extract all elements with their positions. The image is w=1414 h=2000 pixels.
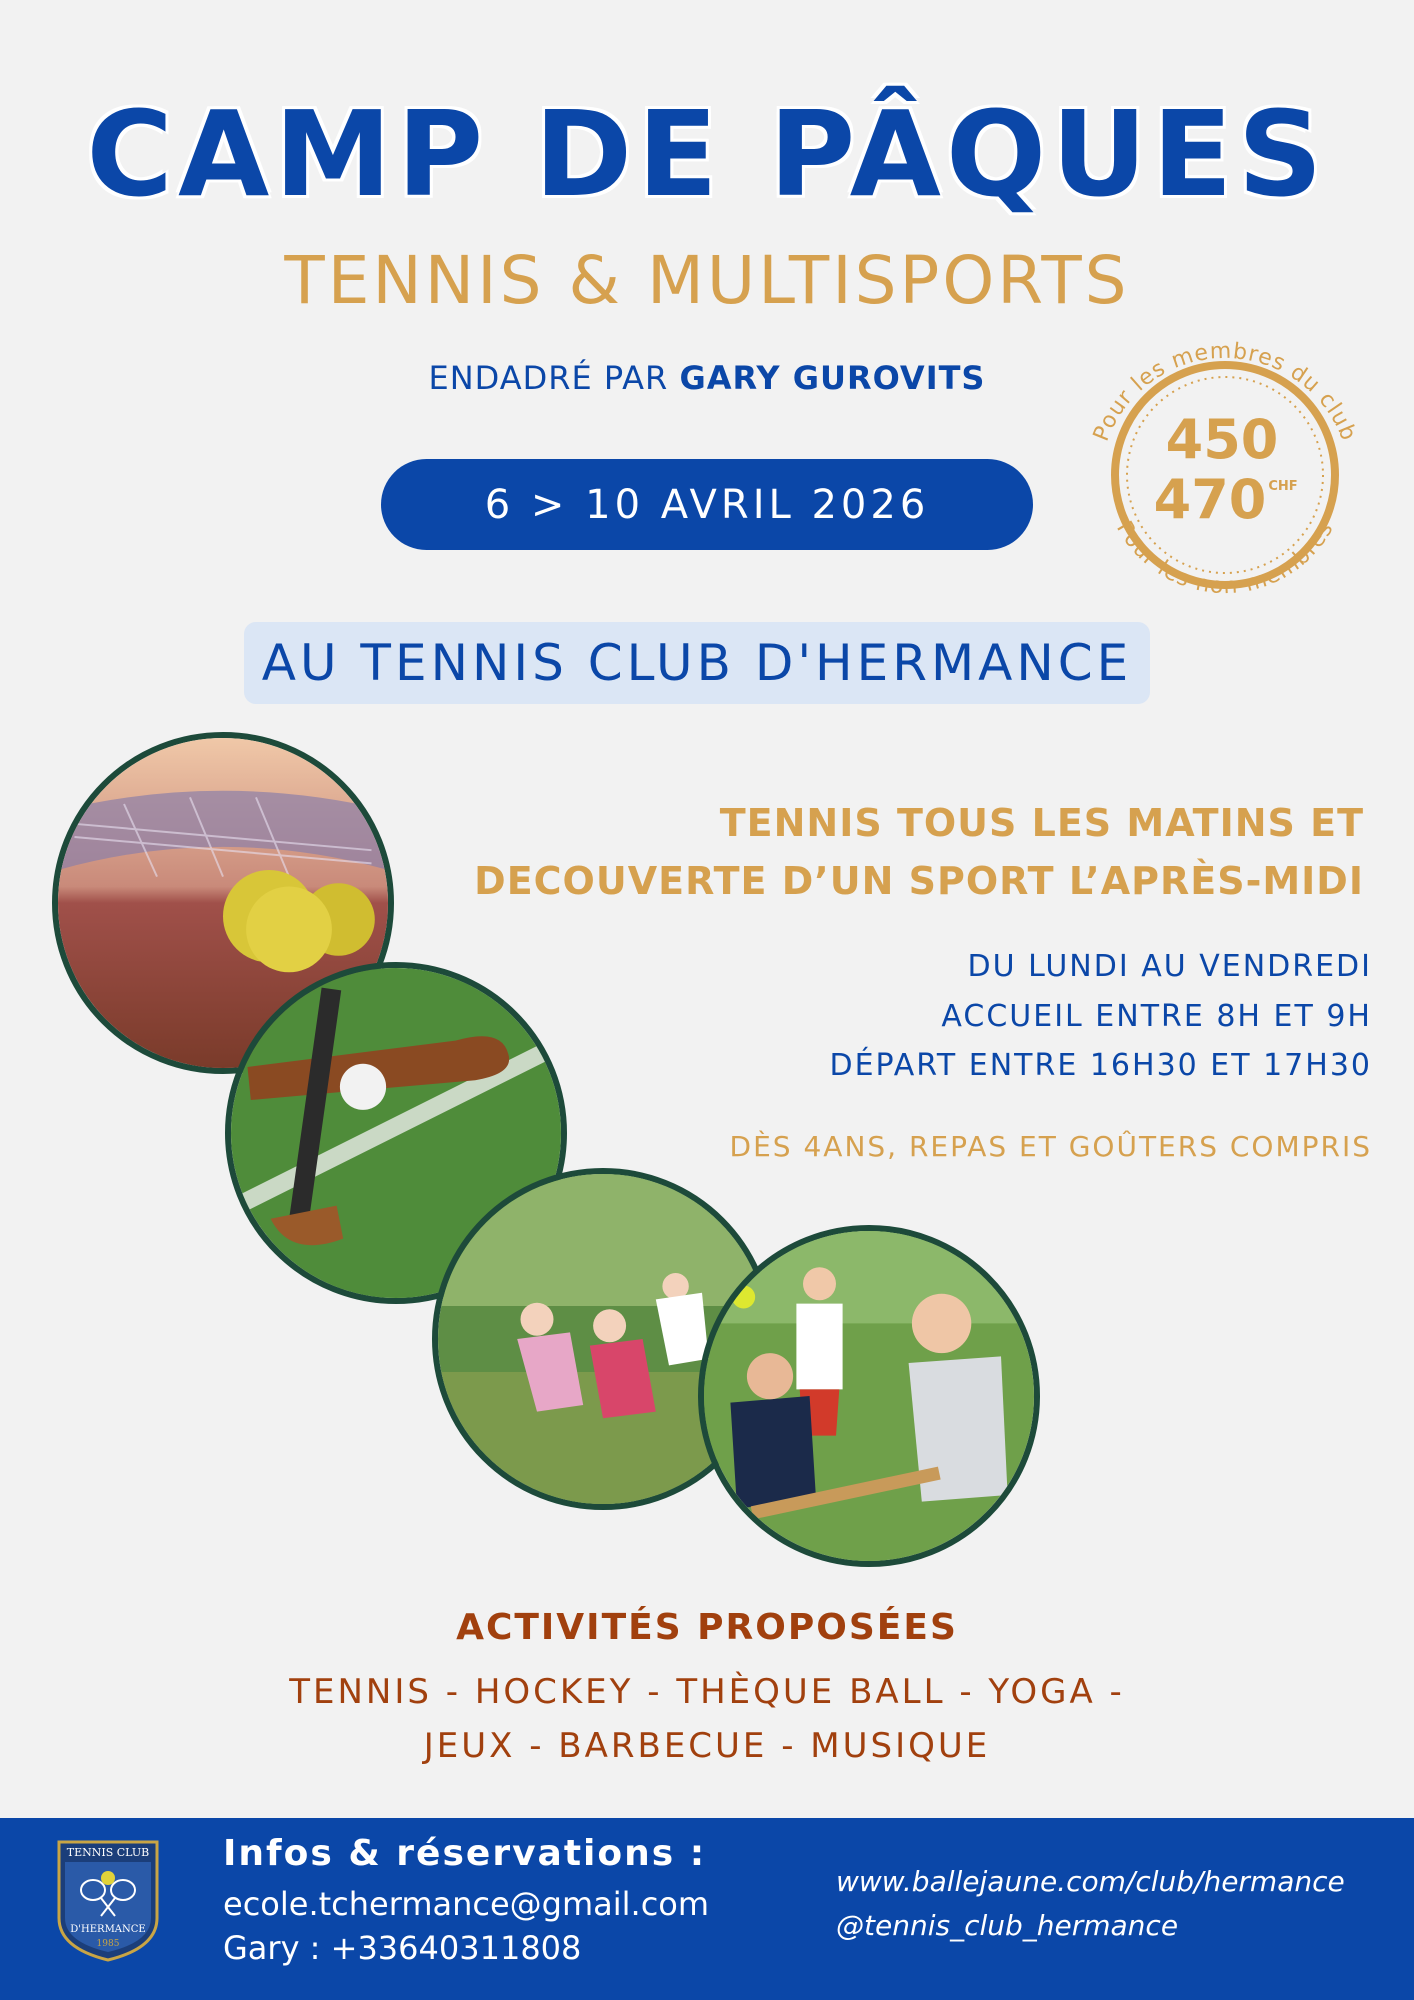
non-members-price: 470 [1153, 468, 1267, 531]
schedule-departure: DÉPART ENTRE 16H30 ET 17H30 [829, 1048, 1372, 1083]
contact-phone[interactable]: Gary : +33640311808 [223, 1929, 582, 1967]
club-logo [55, 1838, 161, 1962]
photo-baseball-kids [698, 1225, 1040, 1567]
info-title: Infos & réservations : [223, 1833, 707, 1874]
members-price: 450 [1165, 408, 1279, 471]
social-handle[interactable]: @tennis_club_hermance [836, 1909, 1179, 1942]
non-members-label: Pour les non-membres [1111, 517, 1339, 600]
coach-name: GARY GUROVITS [679, 359, 986, 397]
supervised-prefix: ENDADRÉ PAR [428, 359, 669, 397]
logo-top-text: TENNIS CLUB [66, 1846, 150, 1859]
location-box [244, 622, 1150, 704]
price-badge [1060, 318, 1390, 648]
contact-email[interactable]: ecole.tchermance@gmail.com [223, 1885, 710, 1923]
headline-line-1: TENNIS TOUS LES MATINS ET [719, 801, 1364, 845]
website-link[interactable]: www.ballejaune.com/club/hermance [836, 1865, 1345, 1898]
members-label: Pour les membres du club [1088, 338, 1362, 445]
page-title: CAMP DE PÂQUES [86, 85, 1328, 223]
age-meals-note: DÈS 4ANS, REPAS ET GOÛTERS COMPRIS [729, 1130, 1372, 1163]
currency: CHF [1268, 479, 1298, 494]
date-text: 6 > 10 AVRIL 2026 [484, 481, 930, 528]
activities-line-1: TENNIS - HOCKEY - THÈQUE BALL - YOGA - [289, 1672, 1125, 1712]
activities-line-2: JEUX - BARBECUE - MUSIQUE [423, 1726, 991, 1766]
headline-line-2: DECOUVERTE D’UN SPORT L’APRÈS-MIDI [474, 859, 1364, 903]
logo-bottom-text: D'HERMANCE [70, 1924, 146, 1935]
schedule-arrival: ACCUEIL ENTRE 8H ET 9H [941, 999, 1372, 1034]
logo-year: 1985 [96, 1939, 120, 1949]
date-pill [381, 459, 1033, 550]
subtitle: TENNIS & MULTISPORTS [284, 242, 1130, 319]
activities-title: ACTIVITÉS PROPOSÉES [456, 1607, 958, 1648]
schedule-days: DU LUNDI AU VENDREDI [967, 949, 1372, 984]
location-text: AU TENNIS CLUB D'HERMANCE [261, 634, 1133, 692]
